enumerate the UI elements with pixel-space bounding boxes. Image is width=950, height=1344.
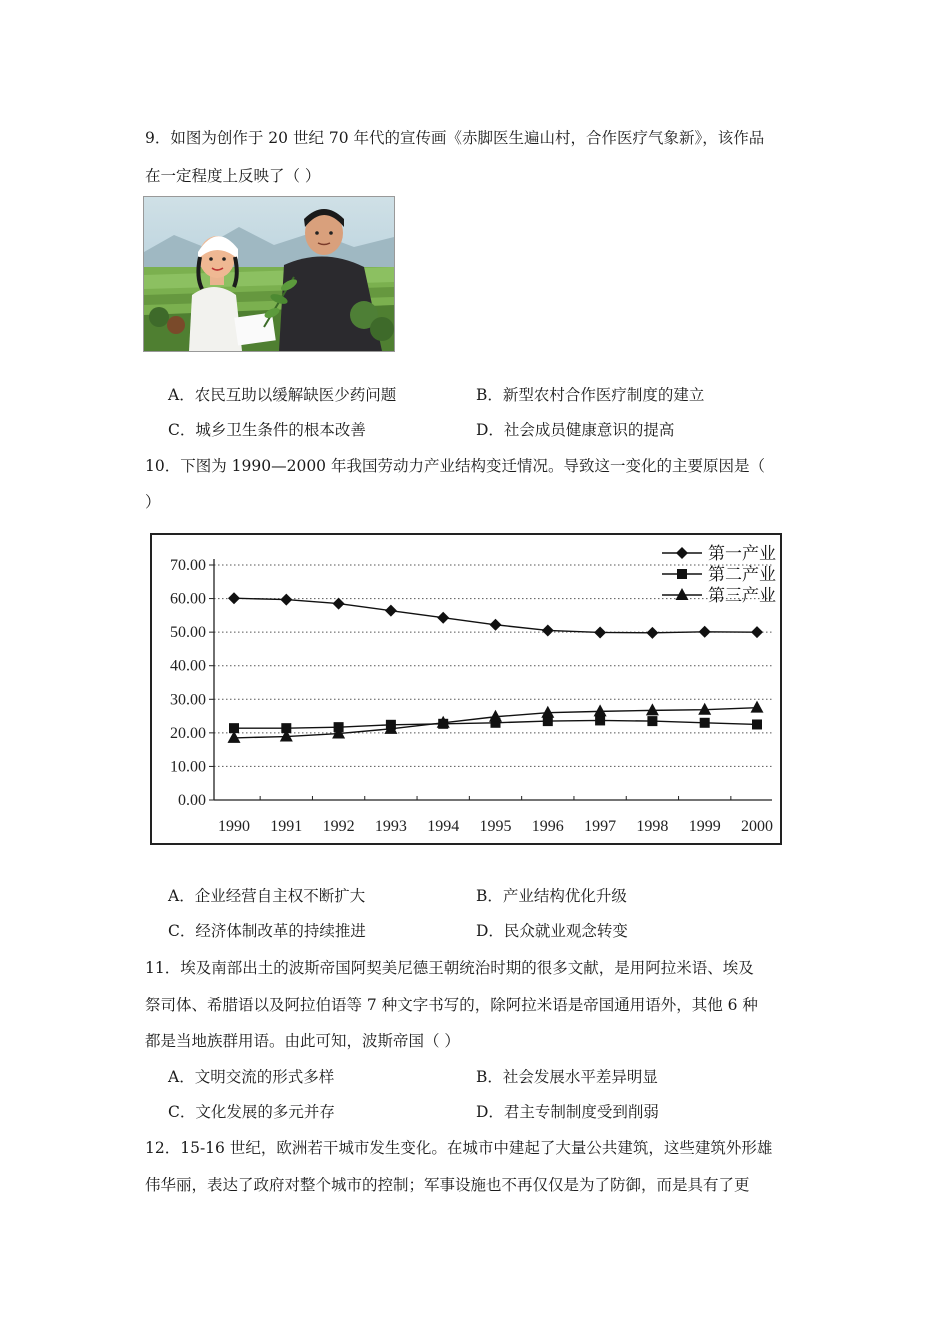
q10-stem-line2: ）: [145, 493, 161, 511]
y-tick-label: 10.00: [170, 758, 206, 776]
x-tick-label: 1995: [479, 818, 512, 835]
q9-option-c: C．城乡卫生条件的根本改善: [168, 421, 366, 439]
q11-option-d: D．君主专制制度受到削弱: [476, 1103, 659, 1121]
x-tick-label: 1994: [427, 818, 460, 835]
q9-option-d: D．社会成员健康意识的提高: [476, 421, 675, 439]
x-tick-label: 1992: [322, 818, 355, 835]
y-tick-label: 50.00: [170, 624, 206, 642]
data-point-triangle: [751, 701, 764, 713]
x-tick-label: 1991: [270, 818, 303, 835]
q9-stem-line2: 在一定程度上反映了（ ）: [145, 167, 321, 185]
data-point-diamond: [490, 619, 502, 631]
data-point-triangle: [646, 703, 659, 715]
x-tick-label: 1999: [688, 818, 721, 835]
data-point-square: [595, 715, 605, 725]
x-tick-label: 1998: [636, 818, 669, 835]
legend-label: 第三产业: [708, 586, 776, 605]
data-point-square: [700, 718, 710, 728]
q10-option-a: A．企业经营自主权不断扩大: [168, 887, 366, 905]
labor-structure-chart: [150, 533, 782, 845]
x-tick-label: 1997: [584, 818, 617, 835]
data-point-square: [647, 716, 657, 726]
data-point-square: [752, 719, 762, 729]
x-tick-label: 1990: [218, 818, 250, 835]
y-tick-label: 20.00: [170, 724, 206, 742]
legend-label: 第一产业: [708, 544, 776, 563]
y-tick-label: 0.00: [178, 792, 206, 809]
q11-option-b: B．社会发展水平差异明显: [476, 1068, 658, 1086]
q10-option-c: C．经济体制改革的持续推进: [168, 922, 366, 940]
data-point-diamond: [751, 626, 763, 638]
propaganda-poster-image: [143, 196, 395, 352]
q10-option-b: B．产业结构优化升级: [476, 887, 627, 905]
legend-label: 第二产业: [708, 565, 776, 584]
q11-option-c: C．文化发展的多元并存: [168, 1103, 335, 1121]
y-tick-label: 30.00: [170, 691, 206, 709]
data-point-diamond: [280, 594, 292, 606]
q11-option-a: A．文明交流的形式多样: [168, 1068, 335, 1086]
y-tick-label: 60.00: [170, 590, 206, 608]
data-point-diamond: [333, 598, 345, 610]
x-tick-label: 1996: [531, 818, 564, 835]
data-point-diamond: [385, 605, 397, 617]
q12-stem-line1: 12．15-16 世纪，欧洲若干城市发生变化。在城市中建起了大量公共建筑，这些建筑外形雄: [145, 1139, 773, 1157]
data-point-triangle: [541, 706, 554, 718]
q9-option-b: B．新型农村合作医疗制度的建立: [476, 386, 705, 404]
legend-marker-square: [677, 569, 687, 579]
q11-stem-line1: 11．埃及南部出土的波斯帝国阿契美尼德王朝统治时期的很多文献，是用阿拉米语、埃及: [145, 959, 754, 977]
data-point-diamond: [228, 592, 240, 604]
legend-marker-triangle: [676, 588, 689, 600]
q11-stem-line3: 都是当地族群用语。由此可知，波斯帝国（ ）: [145, 1032, 460, 1050]
data-point-triangle: [698, 703, 711, 715]
q10-stem-line1: 10．下图为 1990—2000 年我国劳动力产业结构变迁情况。导致这一变化的主要原因是（: [145, 457, 765, 475]
y-tick-label: 40.00: [170, 657, 206, 675]
data-point-diamond: [542, 624, 554, 636]
q12-stem-line2: 伟华丽，表达了政府对整个城市的控制；军事设施也不再仅仅是为了防御，而是具有了更: [145, 1176, 750, 1194]
data-point-diamond: [594, 626, 606, 638]
x-tick-label: 2000: [741, 818, 773, 835]
data-point-triangle: [594, 704, 607, 716]
q11-stem-line2: 祭司体、希腊语以及阿拉伯语等 7 种文字书写的，除阿拉米语是帝国通用语外，其他 6 种: [145, 996, 758, 1014]
legend-marker-diamond: [676, 547, 688, 559]
q9-option-a: A．农民互助以缓解缺医少药问题: [168, 386, 397, 404]
q9-stem-line1: 9．如图为创作于 20 世纪 70 年代的宣传画《赤脚医生遍山村，合作医疗气象新》，该作品: [145, 129, 765, 147]
data-point-diamond: [646, 627, 658, 639]
y-tick-label: 70.00: [170, 557, 206, 574]
q10-option-d: D．民众就业观念转变: [476, 922, 628, 940]
data-point-diamond: [437, 612, 449, 624]
labor-structure-chart-svg: [152, 535, 780, 843]
x-tick-label: 1993: [374, 818, 407, 835]
data-point-diamond: [699, 626, 711, 638]
